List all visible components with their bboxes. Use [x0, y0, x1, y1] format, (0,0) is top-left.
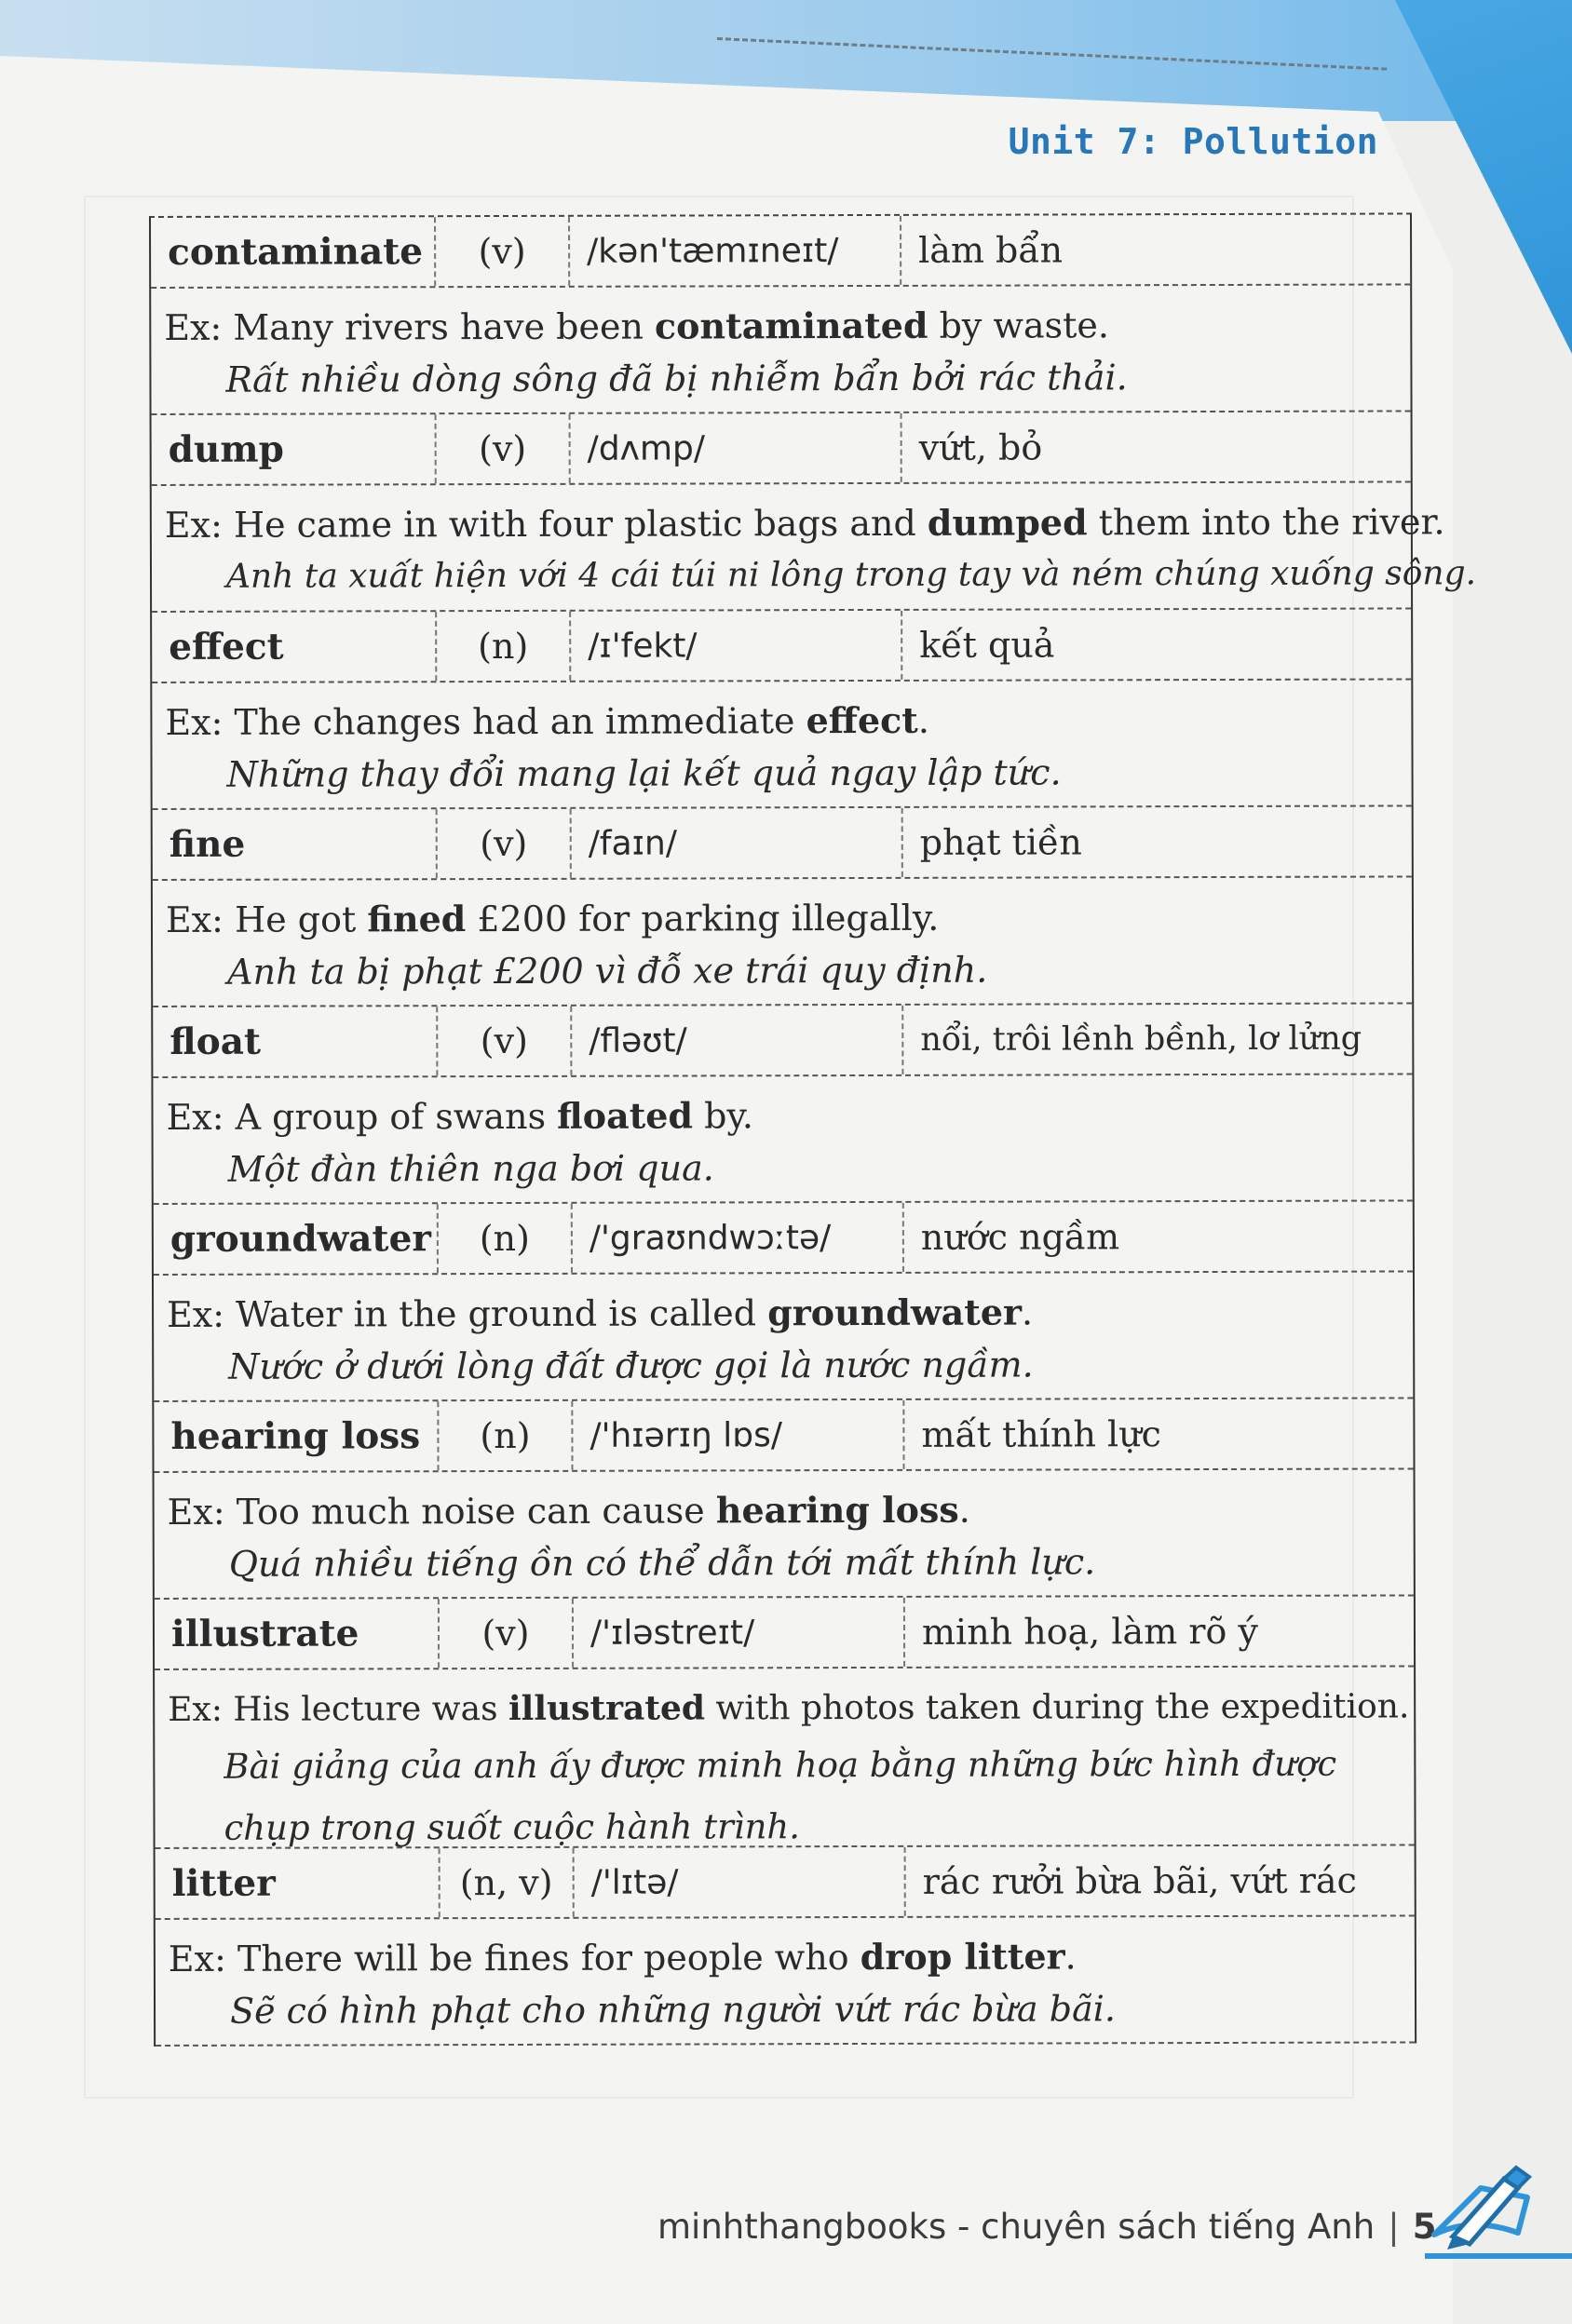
example-keyword: effect [806, 698, 918, 742]
example-vietnamese: Nước ở dưới lòng đất được gọi là nước ngầm. [228, 1344, 1034, 1387]
example-text: Ex: A group of swans [166, 1095, 558, 1138]
entry [152, 609, 1412, 810]
meaning: kết quả [919, 624, 1055, 666]
example-keyword: contaminated [654, 304, 928, 347]
example-text: . [917, 699, 929, 741]
meaning: minh hoạ, làm rõ ý [921, 1610, 1258, 1653]
part-of-speech: (v) [440, 1599, 574, 1668]
word-row [153, 1004, 1412, 1078]
word: dump [152, 414, 437, 484]
example-block [154, 1272, 1413, 1402]
word-row [154, 1398, 1413, 1473]
word: groundwater [154, 1204, 439, 1274]
example-vietnamese: Quá nhiều tiếng ồn có thể dẫn tới mất thính lực. [228, 1541, 1096, 1585]
meaning: nước ngầm [920, 1216, 1120, 1258]
example-text: Ex: He got [165, 899, 368, 940]
example-block [153, 1074, 1412, 1205]
entry [153, 1004, 1413, 1205]
example-vietnamese: Sẽ có hình phạt cho những người vứt rác bừa bãi. [229, 1988, 1117, 2032]
example-english [166, 890, 1399, 945]
example-keyword: groundwater [767, 1290, 1023, 1334]
part-of-speech: (n, v) [440, 1848, 575, 1917]
vocabulary-table [149, 212, 1477, 2047]
part-of-speech: (v) [438, 809, 572, 878]
pronunciation: /'ɪləstreɪt/ [574, 1598, 905, 1668]
part-of-speech: (n) [437, 612, 571, 681]
example-keyword: floated [557, 1094, 694, 1137]
example-keyword: hearing loss [715, 1488, 959, 1532]
example-vietnamese: Rất nhiều dòng sông đã bị nhiễm bẩn bởi rác thải. [225, 357, 1128, 400]
meaning: nổi, trôi lềnh bềnh, lơ lửng [920, 1020, 1362, 1059]
example-text: with photos taken during the expedition. [705, 1687, 1410, 1728]
example-text: Ex: Too much noise can cause [167, 1490, 716, 1533]
example-block [152, 482, 1477, 613]
word-row [154, 1201, 1413, 1276]
example-english [165, 693, 1398, 748]
example-text: by waste. [928, 304, 1110, 346]
word-row [152, 609, 1411, 683]
example-text: £200 for parking illegally. [466, 897, 940, 940]
example-text: Ex: He came in with four plastic bags and [164, 502, 928, 546]
entry [154, 1398, 1414, 1600]
pronunciation: /fləʊt/ [572, 1006, 903, 1075]
example-text: . [958, 1489, 970, 1531]
meaning: rác rưởi bừa bãi, vứt rác [922, 1859, 1357, 1902]
example-vietnamese: Bài giảng của anh ấy được minh hoạ bằng những bức hình được chụp trong suốt cuộc hành trình. [224, 1743, 1337, 1848]
entry [151, 214, 1411, 415]
example-text: . [1021, 1291, 1034, 1333]
example-vietnamese: Những thay đổi mang lại kết quả ngay lập tức. [226, 751, 1062, 795]
entry [154, 1201, 1414, 1402]
part-of-speech: (v) [438, 1007, 572, 1075]
example-keyword: drop litter [860, 1935, 1065, 1979]
example-block [152, 680, 1411, 810]
example-text: them into the river. [1087, 501, 1445, 544]
word: hearing loss [154, 1401, 439, 1471]
footer [657, 2207, 1436, 2247]
example-text: Ex: Water in the ground is called [167, 1292, 768, 1335]
pronunciation: /kən'tæmɪneɪt/ [570, 216, 901, 286]
example-english [168, 1482, 1401, 1537]
pen-writing-icon [1416, 2160, 1555, 2253]
footer-brand: minhthangbooks - chuyên sách tiếng Anh [657, 2207, 1376, 2247]
example-english [169, 1929, 1402, 1984]
example-text: Ex: There will be fines for people who [168, 1937, 861, 1979]
word: illustrate [155, 1599, 440, 1669]
part-of-speech: (n) [439, 1401, 573, 1470]
entry [155, 1596, 1415, 1849]
meaning: phạt tiền [919, 821, 1082, 863]
example-text: Ex: Many rivers have been [164, 305, 656, 348]
example-block [151, 285, 1410, 415]
word: fine [153, 809, 438, 879]
example-text: Ex: The changes had an immediate [165, 700, 806, 743]
pronunciation: /'hɪərɪŋ lɒs/ [573, 1400, 904, 1470]
example-english [166, 1088, 1399, 1142]
example-vietnamese: Anh ta bị phạt £200 vì đỗ xe trái quy định. [227, 949, 988, 993]
meaning: mất thính lực [921, 1413, 1162, 1455]
example-vietnamese: Một đàn thiên nga bơi qua. [227, 1147, 714, 1190]
example-text: . [1064, 1936, 1077, 1978]
word: contaminate [151, 217, 436, 287]
word-row [155, 1596, 1414, 1670]
entry [153, 806, 1413, 1007]
meaning: vứt, bỏ [918, 426, 1043, 468]
word: effect [152, 612, 437, 682]
entry [156, 1845, 1416, 2047]
pronunciation: /'graʊndwɔːtə/ [573, 1203, 904, 1273]
pronunciation: /dʌmp/ [571, 413, 902, 483]
example-keyword: illustrated [508, 1688, 706, 1728]
entry [152, 412, 1477, 613]
part-of-speech: (n) [439, 1204, 573, 1273]
example-vietnamese: Anh ta xuất hiện với 4 cái túi ni lông trong tay và ném chúng xuống sông. [225, 554, 1477, 596]
word-row [156, 1845, 1415, 1920]
word-row [153, 806, 1412, 881]
example-block [156, 1916, 1415, 2047]
unit-title: Unit 7: Pollution [1008, 121, 1378, 162]
word: litter [156, 1848, 440, 1918]
example-text: by. [692, 1095, 753, 1137]
example-english [167, 1285, 1400, 1340]
footer-accent-line [1425, 2253, 1572, 2259]
example-block [153, 877, 1412, 1007]
example-block [155, 1667, 1414, 1849]
example-block [155, 1469, 1414, 1600]
pronunciation: /ɪ'fekt/ [571, 611, 902, 681]
word-row [151, 214, 1410, 289]
part-of-speech: (v) [437, 414, 571, 483]
word-row [152, 412, 1411, 486]
footer-separator: | [1388, 2207, 1400, 2247]
page-number: 5 [1412, 2207, 1437, 2247]
example-english [164, 298, 1397, 353]
example-keyword: dumped [927, 501, 1088, 544]
pronunciation: /faɪn/ [572, 808, 903, 878]
part-of-speech: (v) [436, 217, 570, 286]
meaning: làm bẩn [918, 229, 1064, 271]
pronunciation: /'lɪtə/ [575, 1847, 906, 1917]
example-text: Ex: His lecture was [168, 1689, 509, 1729]
word: float [153, 1007, 438, 1076]
example-english [168, 1680, 1410, 1736]
example-english [164, 495, 1445, 550]
example-keyword: fined [367, 898, 467, 940]
